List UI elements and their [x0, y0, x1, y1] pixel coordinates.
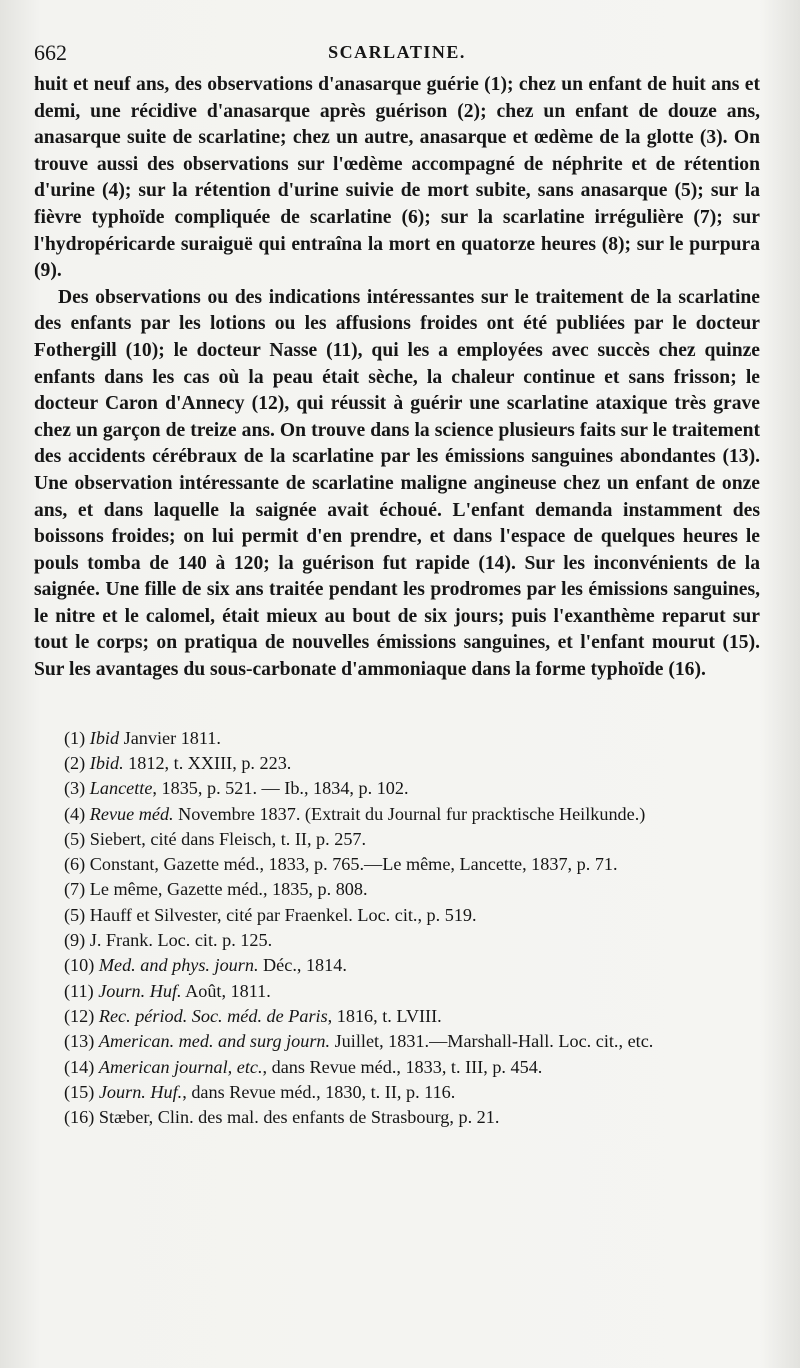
footnote — [34, 979, 760, 1004]
running-title: SCARLATINE. — [328, 42, 466, 62]
footnote-text: Hauff et Silvester, cité par Fraenkel. Loc. cit., p. 519. — [89, 904, 477, 925]
footnote-number: (13) — [64, 1031, 95, 1052]
footnote-text: Janvier 1811. — [119, 727, 221, 748]
footnote-number: (1) — [64, 727, 86, 748]
footnote-text: , 1816, t. LVIII. — [327, 1005, 442, 1026]
footnote-number: (7) — [64, 879, 86, 900]
footnote-text: J. Frank. Loc. cit. p. 125. — [89, 930, 273, 951]
footnote — [34, 776, 760, 801]
footnote-text: , 1835, p. 521. — Ib., 1834, p. 102. — [152, 778, 409, 799]
footnote — [34, 877, 760, 902]
footnote — [34, 903, 760, 928]
footnote-source: Rec. périod. Soc. méd. de Paris — [98, 1005, 328, 1026]
footnote-number: (9) — [64, 930, 86, 951]
body-text — [34, 72, 760, 684]
footnote-text: , dans Revue méd., 1830, t. II, p. 116. — [182, 1081, 456, 1102]
footnote-number: (15) — [64, 1081, 95, 1102]
footnote-number: (14) — [64, 1056, 95, 1077]
footnote — [34, 1029, 760, 1054]
footnote — [34, 1080, 760, 1105]
footnote-number: (5) — [64, 904, 86, 925]
paragraph: huit et neuf ans, des observations d'anasarque guérie (1); chez un enfant de huit ans et demi, une récidive d'anasarque après guérison (2); chez un enfant de douze ans, anasarque suite de scarlatine; chez un autre, anasarque et œdème de la glotte (3). On trouve aussi des observations sur l'œdème accompagné de néphrite et de rétention d'urine (4); sur la rétention d'urine suivie de mort subite, sans anasarque (5); sur la fièvre typhoïde compliquée de scarlatine (6); sur la scarlatine irrégulière (7); sur l'hydropéricarde suraiguë qui entraîna la mort en quatorze heures (8); sur le purpura (9). — [34, 74, 760, 282]
footnote — [34, 1004, 760, 1029]
footnote — [34, 1055, 760, 1080]
footnote-number: (12) — [64, 1005, 95, 1026]
footnote-number: (11) — [64, 980, 94, 1001]
footnote — [34, 802, 760, 827]
footnote-text: Août, 1811. — [181, 980, 271, 1001]
footnote-source: Journ. Huf. — [98, 1081, 183, 1102]
footnote-number: (5) — [64, 828, 86, 849]
footnote — [34, 827, 760, 852]
footnote-number: (3) — [64, 778, 86, 799]
page-number: 662 — [34, 40, 67, 65]
footnote — [34, 928, 760, 953]
footnote-text: Le même, Gazette méd., 1835, p. 808. — [89, 879, 368, 900]
footnote-number: (16) — [64, 1107, 95, 1128]
footnote-text: Novembre 1837. (Extrait du Journal fur pracktische Heilkunde.) — [173, 803, 646, 824]
footnote-source: American journal, etc. — [98, 1056, 263, 1077]
footnote — [34, 852, 760, 877]
footnote-source: Revue méd. — [89, 803, 174, 824]
footnote-text: Juillet, 1831.—Marshall-Hall. Loc. cit., etc. — [330, 1031, 654, 1052]
paragraph: Des observations ou des indications intéressantes sur le traitement de la scarlatine des enfants par les lotions ou les affusions froides ont été publiées par le docteur Fothergill (10); le docteur Nasse (11), qui les a employées avec succès chez quinze enfants dans les cas où la peau était sèche, la chaleur continue et sans frisson; le docteur Caron d'Annecy (12), qui réussit à guérir une scarlatine ataxique très grave chez un garçon de treize ans. On trouve dans la science plusieurs faits sur le traitement des accidents cérébraux de la scarlatine par les émissions sanguines abondantes (13). Une observation intéressante de scarlatine maligne angineuse chez un enfant de onze ans, et dans laquelle la saignée avait échoué. L'enfant demanda instamment des boissons froides; on lui permit d'en prendre, et dans l'espace de quelques heures le pouls tomba de 140 à 120; la guérison fut rapide (14). Sur les inconvénients de la saignée. Une fille de six ans traitée pendant les prodromes par les émissions sanguines, le nitre et le calomel, était mieux au bout de six jours; puis l'exanthème reparut sur tout le corps; on pratiqua de nouvelles émissions sanguines, et l'enfant mourut (15). Sur les avantages du sous-carbonate d'ammoniaque dans la forme typhoïde (16). — [34, 286, 760, 681]
footnote — [34, 726, 760, 751]
footnote-text: Déc., 1814. — [258, 955, 347, 976]
footnote-number: (10) — [64, 955, 95, 976]
footnote-source: Ibid — [89, 727, 120, 748]
footnote-source: Lancette — [89, 778, 153, 799]
footnote-text: Siebert, cité dans Fleisch, t. II, p. 257. — [89, 828, 367, 849]
footnote-text: , dans Revue méd., 1833, t. III, p. 454. — [262, 1056, 543, 1077]
footnote — [34, 953, 760, 978]
footnote-text: Constant, Gazette méd., 1833, p. 765.—Le même, Lancette, 1837, p. 71. — [89, 854, 618, 875]
footnote — [34, 751, 760, 776]
footnote-text: 1812, t. XXIII, p. 223. — [123, 752, 292, 773]
footnote-source: American. med. and surg journ. — [98, 1031, 331, 1052]
footnote-number: (2) — [64, 752, 86, 773]
footnote-source: Med. and phys. journ. — [98, 955, 259, 976]
footnote-source: Journ. Huf. — [98, 980, 182, 1001]
footnote — [34, 1105, 760, 1130]
footnote-number: (4) — [64, 803, 86, 824]
footnote-number: (6) — [64, 854, 86, 875]
page-header — [34, 36, 760, 72]
footnote-source: Ibid. — [89, 752, 124, 773]
footnote-text: Stæber, Clin. des mal. des enfants de Strasbourg, p. 21. — [98, 1107, 500, 1128]
footnotes — [34, 726, 760, 1131]
